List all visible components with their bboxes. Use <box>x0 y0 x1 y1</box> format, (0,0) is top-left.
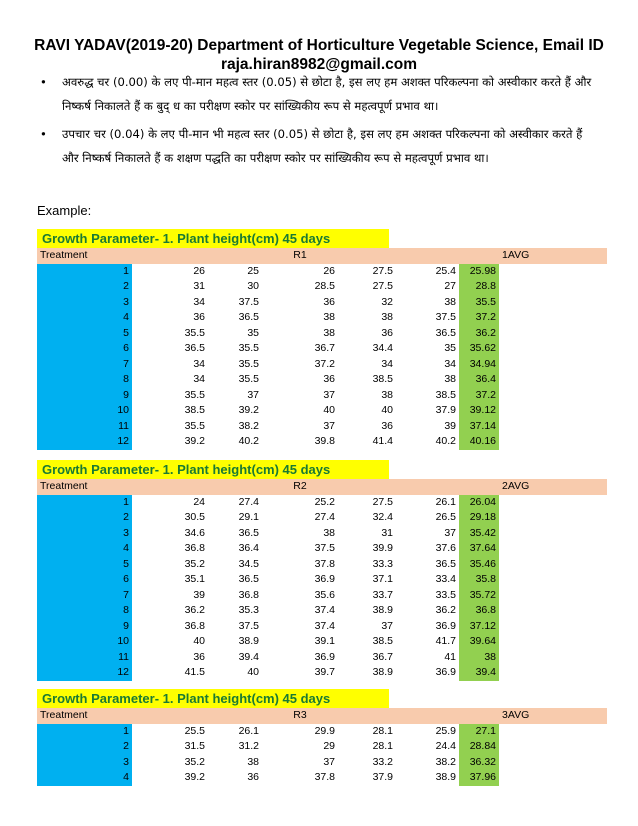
blank-cell <box>499 419 607 435</box>
table-row <box>37 434 607 450</box>
average-cell: 37.2 <box>459 310 499 326</box>
value-cell: 40.2 <box>435 435 456 447</box>
value-cell: 36.5 <box>238 526 259 539</box>
treatment-cell: 4 <box>37 541 132 557</box>
value-cell: 36.8 <box>238 588 259 601</box>
treatment-cell: 3 <box>37 526 132 542</box>
value-cell: 38.9 <box>372 604 393 616</box>
value-cell: 37.8 <box>314 557 335 570</box>
value-cell: 25.5 <box>184 724 205 737</box>
blank-cell <box>499 634 607 650</box>
table-row <box>37 665 607 681</box>
value-cell: 36.2 <box>184 604 205 616</box>
table-row <box>37 419 607 435</box>
value-cell: 30.5 <box>184 511 205 523</box>
value-cell: 37.6 <box>435 542 456 554</box>
example-label: Example: <box>37 203 92 218</box>
blank-cell <box>499 295 607 311</box>
average-cell: 36.2 <box>459 326 499 342</box>
value-cell: 39.4 <box>238 650 259 663</box>
blank-cell <box>499 724 607 740</box>
value-cell: 27.4 <box>238 495 259 508</box>
table-row <box>37 264 607 280</box>
table-row <box>37 572 607 588</box>
replication-header: R1 <box>262 248 338 264</box>
value-cell: 37 <box>323 419 335 432</box>
value-cell: 39.8 <box>314 435 335 447</box>
value-cell: 38.9 <box>372 666 393 678</box>
value-cell: 26 <box>323 264 335 277</box>
treatment-cell: 1 <box>37 495 132 511</box>
value-cell: 37.5 <box>238 295 259 308</box>
bullet-text: उपचार चर (0.04) के लए पी-मान भी महत्व स्तर (0.05) से छोटा है, इस लए हम अशक्त परिकल्पना को अस्वीकार करते हैं और निष्कर्ष निकालते हैं क शक्षण पद्धति का परीक्षण स्कोर पर सांख्यिकीय रूप से महत्वपूर्ण प्रभाव था। <box>62 127 583 165</box>
value-cell: 38 <box>323 326 335 339</box>
average-cell: 26.04 <box>459 495 499 511</box>
value-cell: 37.4 <box>314 604 335 616</box>
value-cell: 28.1 <box>372 724 393 737</box>
value-cell: 36.4 <box>238 542 259 554</box>
value-cell: 31 <box>193 280 205 292</box>
data-table <box>37 479 607 681</box>
average-cell: 28.84 <box>459 739 499 755</box>
blank-cell <box>499 403 607 419</box>
value-cell: 41.7 <box>435 635 456 647</box>
value-cell: 34.4 <box>372 342 393 354</box>
value-cell: 38.5 <box>372 373 393 385</box>
blank-cell <box>499 310 607 326</box>
table-row <box>37 510 607 526</box>
blank-cell <box>499 755 607 771</box>
value-cell: 25.9 <box>435 724 456 737</box>
value-cell: 31 <box>381 526 393 539</box>
bullet-text: अवरुद्ध चर (0.00) के लए पी-मान महत्व स्तर (0.05) से छोटा है, इस लए हम अशक्त परिकल्पना को अस्वीकार करते हैं और निष्कर्ष निकालते हैं क बुद् ध का परीक्षण स्कोर पर सांख्यिकीय रूप से महत्वपूर्ण प्रभाव था। <box>62 75 592 113</box>
value-cell: 36.8 <box>184 619 205 632</box>
value-cell: 35.2 <box>184 557 205 570</box>
replication-header: R2 <box>262 479 338 495</box>
table-row <box>37 770 607 786</box>
blank-cell <box>499 279 607 295</box>
blank-cell <box>499 264 607 280</box>
table-row <box>37 619 607 635</box>
table-row <box>37 357 607 373</box>
value-cell: 37.5 <box>238 619 259 632</box>
value-cell: 33.3 <box>372 557 393 570</box>
value-cell: 36 <box>381 326 393 339</box>
blank-header <box>132 708 262 724</box>
blank-header <box>338 708 499 724</box>
value-cell: 39.9 <box>372 542 393 554</box>
blank-cell <box>499 341 607 357</box>
value-cell: 39.1 <box>314 635 335 647</box>
treatment-cell: 12 <box>37 434 132 450</box>
value-cell: 38 <box>323 311 335 323</box>
table-row <box>37 495 607 511</box>
value-cell: 35.6 <box>314 588 335 601</box>
value-cell: 34.5 <box>238 557 259 570</box>
value-cell: 39 <box>444 419 456 432</box>
bullet-item <box>40 70 600 118</box>
value-cell: 33.7 <box>372 588 393 601</box>
blank-cell <box>499 495 607 511</box>
treatment-header: Treatment <box>37 248 132 264</box>
value-cell: 34.6 <box>184 526 205 539</box>
average-cell: 25.98 <box>459 264 499 280</box>
value-cell: 36.9 <box>314 650 335 663</box>
average-cell: 40.16 <box>459 434 499 450</box>
average-cell: 36.32 <box>459 755 499 771</box>
blank-cell <box>499 572 607 588</box>
header-title: RAVI YADAV(2019-20) Department of Horticulture Vegetable Science, Email ID <box>34 37 604 54</box>
value-cell: 37.5 <box>314 542 335 554</box>
table-row <box>37 739 607 755</box>
average-cell: 36.8 <box>459 603 499 619</box>
blank-cell <box>499 388 607 404</box>
value-cell: 40 <box>323 404 335 416</box>
table-row <box>37 372 607 388</box>
treatment-cell: 3 <box>37 755 132 771</box>
value-cell: 34 <box>444 357 456 370</box>
table-title: Growth Parameter- 1. Plant height(cm) 45 days <box>37 229 389 248</box>
value-cell: 33.4 <box>435 573 456 585</box>
treatment-cell: 10 <box>37 634 132 650</box>
value-cell: 38.2 <box>435 755 456 768</box>
average-cell: 37.12 <box>459 619 499 635</box>
average-cell: 35.72 <box>459 588 499 604</box>
treatment-cell: 7 <box>37 357 132 373</box>
bullet-icon: • <box>40 75 47 89</box>
table-row <box>37 588 607 604</box>
replication-header: R3 <box>262 708 338 724</box>
treatment-header: Treatment <box>37 708 132 724</box>
blank-cell <box>499 434 607 450</box>
value-cell: 36.5 <box>435 557 456 570</box>
treatment-cell: 4 <box>37 310 132 326</box>
value-cell: 36.5 <box>238 573 259 585</box>
average-cell: 39.4 <box>459 665 499 681</box>
average-cell: 28.8 <box>459 279 499 295</box>
average-header: 1AVG <box>499 248 607 264</box>
value-cell: 28.5 <box>314 280 335 292</box>
bullet-list <box>40 70 600 174</box>
value-cell: 35.5 <box>184 419 205 432</box>
average-header: 2AVG <box>499 479 607 495</box>
table-header-row <box>37 248 607 264</box>
value-cell: 27.5 <box>372 280 393 292</box>
value-cell: 36 <box>193 311 205 323</box>
value-cell: 26.1 <box>238 724 259 737</box>
table-row <box>37 310 607 326</box>
average-cell: 37.96 <box>459 770 499 786</box>
average-cell: 35.42 <box>459 526 499 542</box>
average-cell: 37.2 <box>459 388 499 404</box>
value-cell: 39.2 <box>184 435 205 447</box>
value-cell: 38.5 <box>372 635 393 647</box>
table-header-row <box>37 479 607 495</box>
value-cell: 38.9 <box>435 771 456 783</box>
value-cell: 31.2 <box>238 740 259 752</box>
value-cell: 26 <box>193 264 205 277</box>
table-row <box>37 541 607 557</box>
value-cell: 35 <box>444 342 456 354</box>
value-cell: 38.5 <box>184 404 205 416</box>
average-cell: 35.62 <box>459 341 499 357</box>
table-header-row <box>37 708 607 724</box>
value-cell: 27 <box>444 280 456 292</box>
value-cell: 34 <box>193 373 205 385</box>
blank-header <box>338 479 499 495</box>
value-cell: 36.5 <box>238 311 259 323</box>
value-cell: 30 <box>247 280 259 292</box>
blank-cell <box>499 650 607 666</box>
value-cell: 31.5 <box>184 740 205 752</box>
table-section <box>37 689 607 786</box>
value-cell: 35.5 <box>184 388 205 401</box>
value-cell: 39.2 <box>184 771 205 783</box>
value-cell: 37.9 <box>372 771 393 783</box>
bullet-icon: • <box>40 127 47 141</box>
value-cell: 36.5 <box>435 326 456 339</box>
value-cell: 36 <box>323 295 335 308</box>
value-cell: 40 <box>247 666 259 678</box>
value-cell: 38 <box>444 295 456 308</box>
data-table <box>37 708 607 786</box>
treatment-cell: 6 <box>37 341 132 357</box>
value-cell: 41.4 <box>372 435 393 447</box>
table-row <box>37 279 607 295</box>
value-cell: 26.5 <box>435 511 456 523</box>
treatment-cell: 5 <box>37 326 132 342</box>
treatment-cell: 3 <box>37 295 132 311</box>
value-cell: 35.2 <box>184 755 205 768</box>
value-cell: 37 <box>444 526 456 539</box>
treatment-header: Treatment <box>37 479 132 495</box>
average-cell: 37.14 <box>459 419 499 435</box>
table-row <box>37 526 607 542</box>
blank-cell <box>499 526 607 542</box>
blank-cell <box>499 326 607 342</box>
blank-cell <box>499 372 607 388</box>
treatment-cell: 5 <box>37 557 132 573</box>
value-cell: 25.4 <box>435 264 456 277</box>
value-cell: 33.5 <box>435 588 456 601</box>
value-cell: 38 <box>381 388 393 401</box>
value-cell: 29 <box>323 740 335 752</box>
treatment-cell: 2 <box>37 279 132 295</box>
table-section <box>37 460 607 681</box>
value-cell: 38 <box>381 311 393 323</box>
table-row <box>37 341 607 357</box>
value-cell: 36.5 <box>184 342 205 354</box>
value-cell: 34 <box>193 357 205 370</box>
value-cell: 35 <box>247 326 259 339</box>
value-cell: 37 <box>247 388 259 401</box>
table-row <box>37 603 607 619</box>
average-header: 3AVG <box>499 708 607 724</box>
value-cell: 36.7 <box>372 650 393 663</box>
blank-cell <box>499 510 607 526</box>
value-cell: 25.2 <box>314 495 335 508</box>
value-cell: 29.9 <box>314 724 335 737</box>
table-row <box>37 557 607 573</box>
value-cell: 28.1 <box>372 740 393 752</box>
average-cell: 39.12 <box>459 403 499 419</box>
value-cell: 36.7 <box>314 342 335 354</box>
value-cell: 34 <box>381 357 393 370</box>
blank-header <box>132 479 262 495</box>
value-cell: 35.5 <box>184 326 205 339</box>
treatment-cell: 12 <box>37 665 132 681</box>
value-cell: 27.5 <box>372 264 393 277</box>
treatment-cell: 4 <box>37 770 132 786</box>
value-cell: 33.2 <box>372 755 393 768</box>
value-cell: 36.8 <box>184 542 205 554</box>
treatment-cell: 2 <box>37 739 132 755</box>
value-cell: 37.5 <box>435 311 456 323</box>
blank-cell <box>499 619 607 635</box>
value-cell: 38.5 <box>435 388 456 401</box>
blank-cell <box>499 557 607 573</box>
value-cell: 35.5 <box>238 342 259 354</box>
average-cell: 36.4 <box>459 372 499 388</box>
value-cell: 37 <box>323 388 335 401</box>
blank-cell <box>499 588 607 604</box>
treatment-cell: 9 <box>37 619 132 635</box>
average-cell: 29.18 <box>459 510 499 526</box>
treatment-cell: 7 <box>37 588 132 604</box>
value-cell: 27.5 <box>372 495 393 508</box>
treatment-cell: 1 <box>37 724 132 740</box>
blank-cell <box>499 603 607 619</box>
table-title: Growth Parameter- 1. Plant height(cm) 45 days <box>37 689 389 708</box>
blank-cell <box>499 541 607 557</box>
value-cell: 40.2 <box>238 435 259 447</box>
average-cell: 39.64 <box>459 634 499 650</box>
table-row <box>37 650 607 666</box>
blank-cell <box>499 770 607 786</box>
value-cell: 37.2 <box>314 357 335 370</box>
value-cell: 36.2 <box>435 604 456 616</box>
value-cell: 38 <box>323 526 335 539</box>
value-cell: 35.3 <box>238 604 259 616</box>
average-cell: 35.46 <box>459 557 499 573</box>
table-row <box>37 634 607 650</box>
value-cell: 41 <box>444 650 456 663</box>
treatment-cell: 9 <box>37 388 132 404</box>
header-email: raja.hiran8982@gmail.com <box>220 56 418 73</box>
treatment-cell: 6 <box>37 572 132 588</box>
table-row <box>37 295 607 311</box>
treatment-cell: 1 <box>37 264 132 280</box>
value-cell: 36.9 <box>435 619 456 632</box>
table-section <box>37 229 607 450</box>
table-row <box>37 755 607 771</box>
value-cell: 41.5 <box>184 666 205 678</box>
value-cell: 25 <box>247 264 259 277</box>
bullet-item <box>40 122 600 170</box>
value-cell: 36.9 <box>435 666 456 678</box>
treatment-cell: 8 <box>37 372 132 388</box>
value-cell: 38 <box>444 373 456 385</box>
average-cell: 35.5 <box>459 295 499 311</box>
treatment-cell: 11 <box>37 650 132 666</box>
value-cell: 32 <box>381 295 393 308</box>
value-cell: 37 <box>381 619 393 632</box>
value-cell: 36 <box>323 373 335 385</box>
data-table <box>37 248 607 450</box>
value-cell: 38 <box>247 755 259 768</box>
treatment-cell: 2 <box>37 510 132 526</box>
blank-cell <box>499 665 607 681</box>
value-cell: 40 <box>381 404 393 416</box>
value-cell: 39.2 <box>238 404 259 416</box>
average-cell: 34.94 <box>459 357 499 373</box>
value-cell: 37.1 <box>372 573 393 585</box>
value-cell: 27.4 <box>314 511 335 523</box>
value-cell: 24 <box>193 495 205 508</box>
table-row <box>37 724 607 740</box>
treatment-cell: 11 <box>37 419 132 435</box>
table-row <box>37 326 607 342</box>
value-cell: 38.9 <box>238 635 259 647</box>
blank-cell <box>499 357 607 373</box>
average-cell: 38 <box>459 650 499 666</box>
blank-header <box>132 248 262 264</box>
value-cell: 36 <box>193 650 205 663</box>
value-cell: 37 <box>323 755 335 768</box>
value-cell: 24.4 <box>435 740 456 752</box>
value-cell: 37.9 <box>435 404 456 416</box>
value-cell: 39.7 <box>314 666 335 678</box>
value-cell: 37.8 <box>314 771 335 783</box>
document-header <box>0 36 638 74</box>
value-cell: 36 <box>381 419 393 432</box>
value-cell: 40 <box>193 635 205 647</box>
blank-header <box>338 248 499 264</box>
value-cell: 35.5 <box>238 373 259 385</box>
table-row <box>37 388 607 404</box>
value-cell: 32.4 <box>372 511 393 523</box>
average-cell: 27.1 <box>459 724 499 740</box>
value-cell: 37.4 <box>314 619 335 632</box>
table-row <box>37 403 607 419</box>
value-cell: 29.1 <box>238 511 259 523</box>
average-cell: 37.64 <box>459 541 499 557</box>
table-title: Growth Parameter- 1. Plant height(cm) 45 days <box>37 460 389 479</box>
value-cell: 36.9 <box>314 573 335 585</box>
value-cell: 35.1 <box>184 573 205 585</box>
blank-cell <box>499 739 607 755</box>
value-cell: 35.5 <box>238 357 259 370</box>
value-cell: 38.2 <box>238 419 259 432</box>
value-cell: 36 <box>247 771 259 783</box>
treatment-cell: 10 <box>37 403 132 419</box>
treatment-cell: 8 <box>37 603 132 619</box>
average-cell: 35.8 <box>459 572 499 588</box>
value-cell: 34 <box>193 295 205 308</box>
value-cell: 26.1 <box>435 495 456 508</box>
value-cell: 39 <box>193 588 205 601</box>
